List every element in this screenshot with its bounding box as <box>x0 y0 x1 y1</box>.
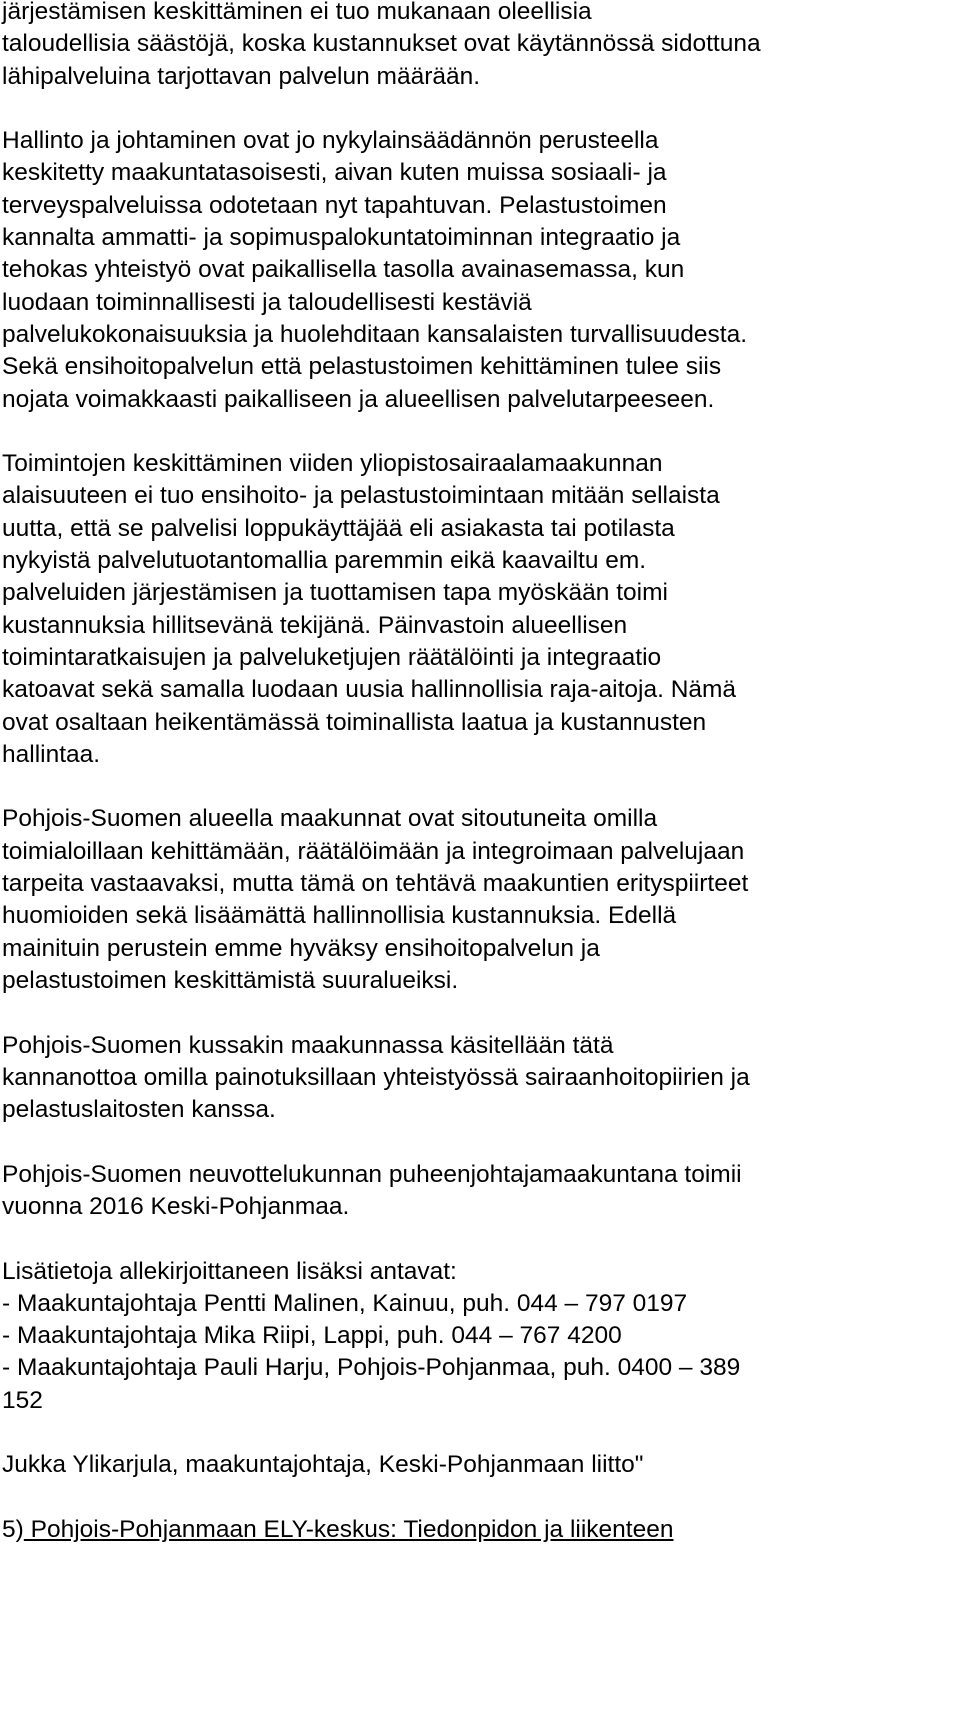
paragraph-gap <box>2 997 954 1029</box>
paragraph-northern-finland: Pohjois-Suomen alueella maakunnat ovat sitoutuneita omilla toimialoillaan kehittämään, räätälöimään ja integroimaan palvelujaan tarpeita vastaavaksi, mutta tämä on tehtävä maakuntien erityspiirteet huomioiden sekä lisäämättä hallinnollisia kustannuksia. Edellä mainituin perustein emme hyväksy ensihoitopalvelun ja pelastustoimen keskittämistä suuralueiksi. <box>2 805 749 994</box>
paragraph-gap <box>2 1482 954 1514</box>
contact-item: - Maakuntajohtaja Pauli Harju, Pohjois-Pohjanmaa, puh. 0400 – 389 152 <box>2 1354 741 1414</box>
signature: Jukka Ylikarjula, maakuntajohtaja, Keski-Pohjanmaan liitto" <box>2 1451 644 1479</box>
contact-item: - Maakuntajohtaja Pentti Malinen, Kainuu, puh. 044 – 797 0197 <box>2 1289 688 1317</box>
paragraph-gap <box>2 1223 954 1255</box>
document-page <box>2 0 954 1546</box>
paragraph-gap <box>2 771 954 803</box>
section-title: Pohjois-Pohjanmaan ELY-keskus: Tiedonpidon ja liikenteen <box>23 1515 674 1543</box>
contact-item: - Maakuntajohtaja Mika Riipi, Lappi, puh. 044 – 767 4200 <box>2 1322 622 1350</box>
contacts-intro: Lisätietoja allekirjoittaneen lisäksi antavat: <box>2 1257 457 1285</box>
paragraph-gap <box>2 93 954 125</box>
paragraph-administration: Hallinto ja johtaminen ovat jo nykylainsäädännön perusteella keskitetty maakuntatasoisesti, aivan kuten muissa sosiaali- ja terveyspalveluissa odotetaan nyt tapahtuvan. Pelastustoimen kannalta ammatti- ja sopimuspalokuntatoiminnan integraatio ja tehokas yhteistyö ovat paikallisella tasolla avainasemassa, kun luodaan toiminnallisesti ja taloudellisesti kestäviä palvelukokonaisuuksia ja huolehditaan kansalaisten turvallisuudesta. Sekä ensihoitopalvelun että pelastustoimen kehittäminen tulee siis nojata voimakkaasti paikalliseen ja alueellisen palvelutarpeeseen. <box>2 127 748 413</box>
paragraph-continued: järjestämisen keskittäminen ei tuo mukanaan oleellisia taloudellisia säästöjä, koska kustannukset ovat käytännössä sidottuna lähipalveluina tarjottavan palvelun määrään. <box>2 0 761 90</box>
paragraph-gap <box>2 416 954 448</box>
next-section-heading <box>2 1514 954 1546</box>
paragraph-chair: Pohjois-Suomen neuvottelukunnan puheenjohtajamaakuntana toimii vuonna 2016 Keski-Pohjanmaa. <box>2 1160 742 1220</box>
paragraph-processing: Pohjois-Suomen kussakin maakunnassa käsitellään tätä kannanottoa omilla painotuksillaan yhteistyössä sairaanhoitopiirien ja pelastuslaitosten kanssa. <box>2 1031 750 1124</box>
paragraph-gap <box>2 1417 954 1449</box>
contact-list <box>2 1288 954 1417</box>
paragraph-gap <box>2 1126 954 1158</box>
section-number: 5) <box>2 1515 24 1543</box>
paragraph-centralization: Toimintojen keskittäminen viiden yliopistosairaalamaakunnan alaisuuteen ei tuo ensihoito- ja pelastustoimintaan mitään sellaista uutta, että se palvelisi loppukäyttäjää eli asiakasta tai potilasta nykyistä palvelutuotantomallia paremmin eikä kaavailtu em. palveluiden järjestämisen ja tuottamisen tapa myöskään toimi kustannuksia hillitsevänä tekijänä. Päinvastoin alueellisen toimintaratkaisujen ja palveluketjujen räätälöinti ja integraatio katoavat sekä samalla luodaan uusia hallinnollisia raja-aitoja. Nämä ovat osaltaan heikentämässä toiminallista laatua ja kustannusten hallintaa. <box>2 450 737 768</box>
